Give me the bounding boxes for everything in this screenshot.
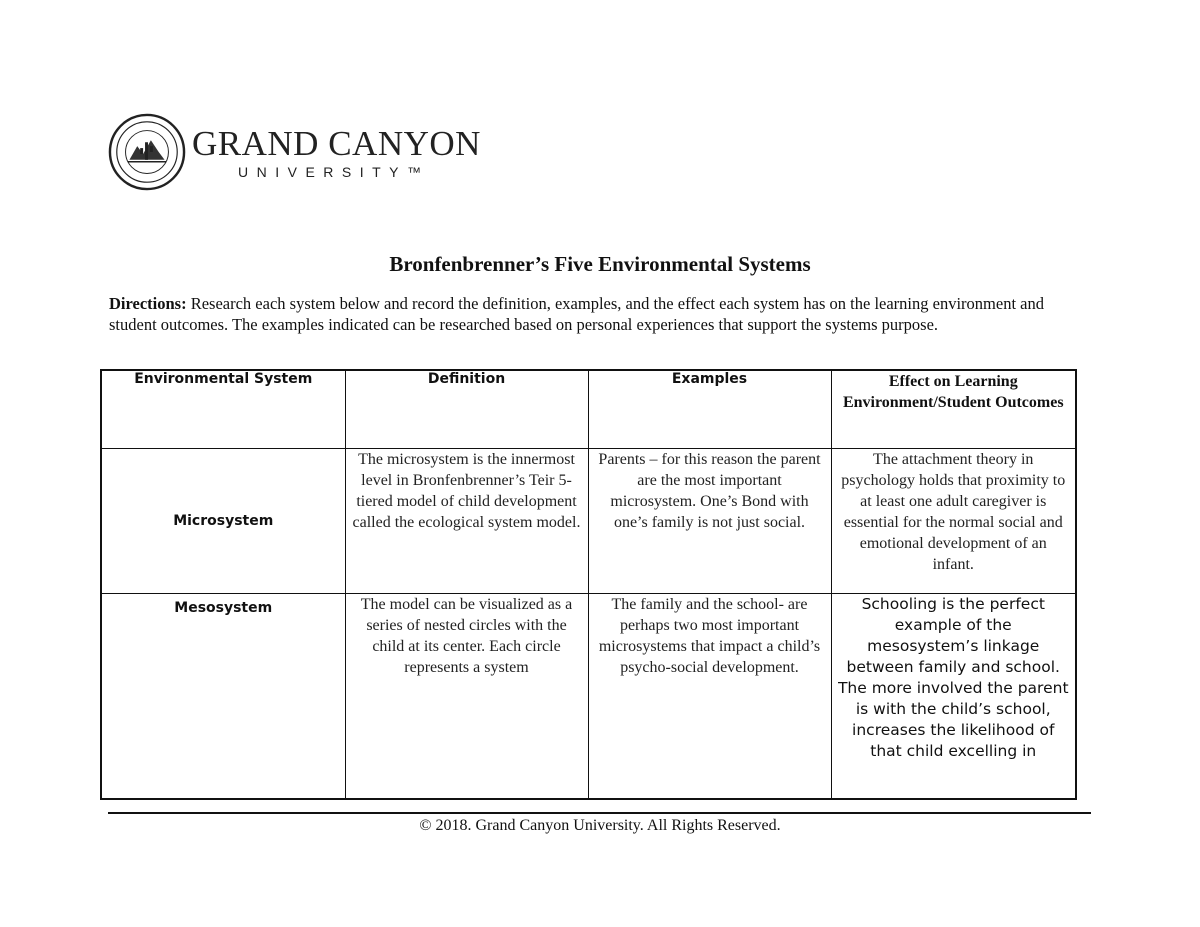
university-seal-icon: [108, 113, 186, 191]
examples-cell: The family and the school- are perhaps two most important microsystems that impact a child’s psycho-social development.: [588, 594, 831, 799]
footer-divider: [108, 812, 1091, 814]
systems-table: [100, 369, 1077, 800]
row-system-label: Mesosystem: [101, 594, 345, 799]
table-row: [101, 594, 1076, 799]
university-logo: [108, 113, 481, 191]
effect-cell: The attachment theory in psychology holds that proximity to at least one adult caregiver is essential for the normal social and emotional development of an infant.: [831, 448, 1076, 593]
logo-wordmark: GRAND CANYON: [192, 123, 481, 163]
definition-cell: The model can be visualized as a series of nested circles with the child at its center. Each circle represents a system: [345, 594, 588, 799]
table-row: [101, 448, 1076, 593]
header-effect: Effect on Learning Environment/Student Outcomes: [831, 370, 1076, 448]
effect-cell: [831, 594, 1076, 799]
document-title: Bronfenbrenner’s Five Environmental Systems: [389, 252, 811, 276]
row-system-label: Microsystem: [101, 448, 345, 593]
logo-subtitle: UNIVERSITY™: [238, 163, 430, 180]
table-header-row: [101, 370, 1076, 448]
header-definition: Definition: [345, 370, 588, 448]
definition-cell: The microsystem is the innermost level in Bronfenbrenner’s Teir 5-tiered model of child development called the ecological system model.: [345, 448, 588, 593]
header-examples: Examples: [588, 370, 831, 448]
directions-label: Directions:: [109, 294, 187, 313]
directions-text: Research each system below and record the definition, examples, and the effect each system has on the learning environment and student outcomes. The examples indicated can be researched based on personal experiences that support the systems purpose.: [109, 294, 1044, 334]
examples-cell: Parents – for this reason the parent are the most important microsystem. One’s Bond with one’s family is not just social.: [588, 448, 831, 593]
copyright-footer: © 2018. Grand Canyon University. All Rights Reserved.: [419, 817, 781, 834]
directions-paragraph: [109, 293, 1094, 335]
effect-cell-text: Schooling is the perfect example of the mesosystem’s linkage between family and school. The more involved the parent is with the child’s school, increases the likelihood of that child excelling in: [837, 595, 1069, 761]
header-environmental-system: Environmental System: [101, 370, 345, 448]
